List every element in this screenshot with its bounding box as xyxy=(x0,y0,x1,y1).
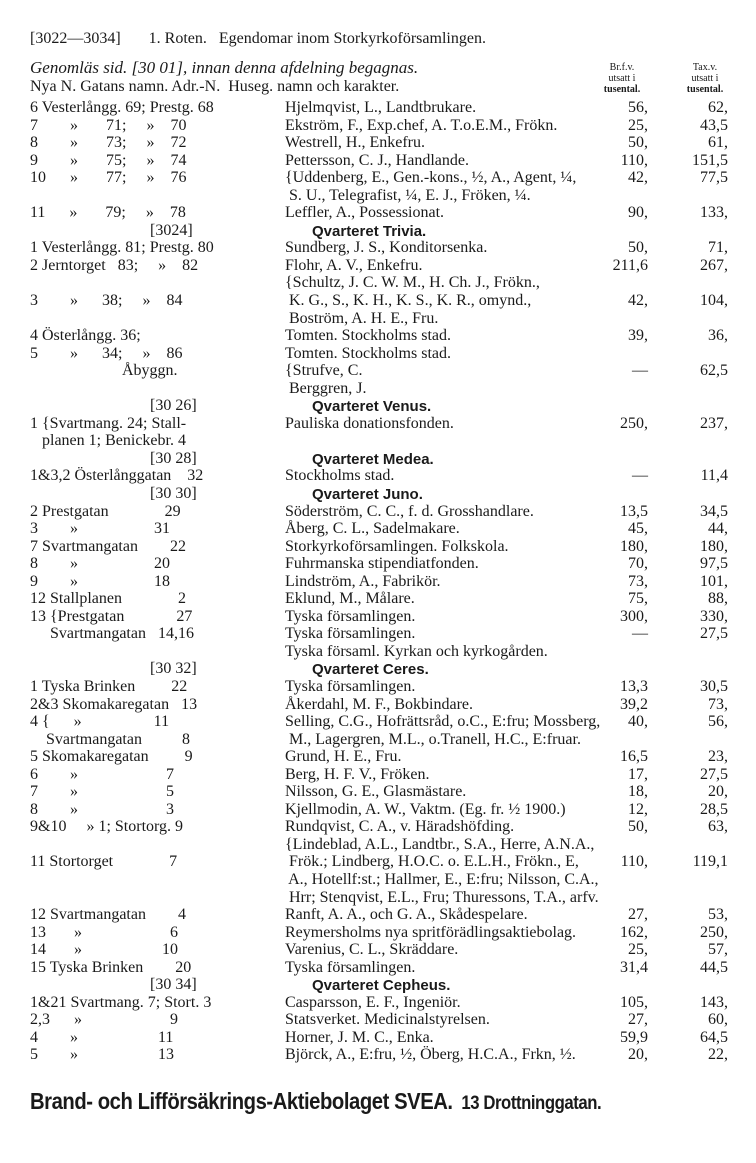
block-number: [30 30] xyxy=(150,485,197,502)
entry-owner: Flohr, A. V., Enkefru. xyxy=(285,257,423,274)
property-entry xyxy=(0,696,756,714)
entry-fire-insurance-value: 300, xyxy=(620,608,648,625)
property-entry xyxy=(0,801,756,819)
entry-owner: Stockholms stad. xyxy=(285,467,395,484)
property-entry xyxy=(0,643,756,661)
entry-tax-value: 28,5 xyxy=(700,801,728,818)
property-entry xyxy=(0,783,756,801)
entry-tax-value: 44, xyxy=(708,520,728,537)
entry-fire-insurance-value: 211,6 xyxy=(612,257,648,274)
entry-owner: M., Lagergren, M.L., o.Tranell, H.C., E:fruar. xyxy=(285,731,581,748)
entry-tax-value: 61, xyxy=(708,134,728,151)
entry-owner: Westrell, H., Enkefru. xyxy=(285,134,425,151)
entry-fire-insurance-value: 110, xyxy=(620,853,648,870)
entry-fire-insurance-value: 162, xyxy=(620,924,648,941)
entry-address: 9 » 18 xyxy=(30,573,170,590)
entry-address: 4 » 11 xyxy=(30,1029,174,1046)
property-entry xyxy=(0,345,756,363)
property-entry xyxy=(0,520,756,538)
entry-tax-value: 22, xyxy=(708,1046,728,1063)
property-entry xyxy=(0,818,756,836)
property-entry xyxy=(0,766,756,784)
property-entry xyxy=(0,187,756,205)
entry-address: 1 {Svartmang. 24; Stall- xyxy=(30,415,187,432)
block-number: [30 26] xyxy=(150,397,197,414)
entry-tax-value: 104, xyxy=(700,292,728,309)
entry-tax-value: 34,5 xyxy=(700,503,728,520)
property-entry xyxy=(0,292,756,310)
property-entry xyxy=(0,467,756,485)
entry-tax-value: 57, xyxy=(708,941,728,958)
property-entry xyxy=(0,503,756,521)
property-entry xyxy=(0,362,756,380)
property-entry xyxy=(0,836,756,854)
entry-owner: Statsverket. Medicinalstyrelsen. xyxy=(285,1011,490,1028)
entry-fire-insurance-value: 31,4 xyxy=(620,959,648,976)
entry-fire-insurance-value: 27, xyxy=(628,906,648,923)
entry-address: 12 Svartmangatan 4 xyxy=(30,906,186,923)
property-entry xyxy=(0,959,756,977)
block-number: [30 28] xyxy=(150,450,197,467)
entry-tax-value: 330, xyxy=(700,608,728,625)
entry-owner: {Schultz, J. C. W. M., H. Ch. J., Frökn., xyxy=(285,274,540,291)
entry-tax-value: 71, xyxy=(708,239,728,256)
entry-address: 9&10 » 1; Stortorg. 9 xyxy=(30,818,184,835)
advert-address: 13 Drottninggatan. xyxy=(461,1093,602,1114)
entry-address: planen 1; Benickebr. 4 xyxy=(30,432,186,449)
property-entry xyxy=(0,573,756,591)
entry-owner: Selling, C.G., Hofrättsråd, o.C., E:fru; Mossberg, xyxy=(285,713,601,730)
block-title: Qvarteret Ceres. xyxy=(312,661,429,678)
entry-tax-value: 30,5 xyxy=(700,678,728,695)
entry-tax-value: 143, xyxy=(700,994,728,1011)
entry-fire-insurance-value: 180, xyxy=(620,538,648,555)
entry-owner: Rundqvist, C. A., v. Häradshöfding. xyxy=(285,818,515,835)
entry-fire-insurance-value: 39, xyxy=(628,327,648,344)
header-title: Egendomar inom Storkyrkoförsamlingen. xyxy=(218,30,486,47)
advertisement-footer xyxy=(30,1088,601,1115)
block-number: [3024] xyxy=(150,222,193,239)
entry-owner: Fuhrmanska stipendiatfonden. xyxy=(285,555,479,572)
entry-address: 3 » 31 xyxy=(30,520,170,537)
entry-owner: Grund, H. E., Fru. xyxy=(285,748,402,765)
entry-address: 13 {Prestgatan 27 xyxy=(30,608,193,625)
page-header xyxy=(30,30,486,48)
column-address-label: Nya N. Gatans namn. Adr.-N. xyxy=(30,78,221,95)
entry-owner: Björck, A., E:fru, ½, Öberg, H.C.A., Frkn, ½. xyxy=(285,1046,576,1063)
property-entry xyxy=(0,555,756,573)
entry-address: 5 » 13 xyxy=(30,1046,174,1063)
entry-tax-value: 151,5 xyxy=(692,152,728,169)
entry-fire-insurance-value: 27, xyxy=(628,1011,648,1028)
column-brf-header: Br.f.v. utsatt i tusental. xyxy=(603,62,641,95)
property-entry xyxy=(0,432,756,450)
entry-tax-value: 44,5 xyxy=(700,959,728,976)
entry-fire-insurance-value: 110, xyxy=(620,152,648,169)
entry-owner: Åberg, C. L., Sadelmakare. xyxy=(285,520,460,537)
entry-tax-value: 180, xyxy=(700,538,728,555)
entry-owner: {Lindeblad, A.L., Landtbr., S.A., Herre, A.N.A., xyxy=(285,836,595,853)
entry-fire-insurance-value: 50, xyxy=(628,134,648,151)
entry-tax-value: 237, xyxy=(700,415,728,432)
entry-address: 15 Tyska Brinken 20 xyxy=(30,959,192,976)
block-title: Qvarteret Venus. xyxy=(312,398,432,415)
block-title: Qvarteret Trivia. xyxy=(312,223,427,240)
entry-tax-value: 11,4 xyxy=(700,467,728,484)
entry-address: 1 Vesterlångg. 81; Prestg. 80 xyxy=(30,239,214,256)
entry-owner: Varenius, C. L., Skräddare. xyxy=(285,941,459,958)
entry-tax-value: 43,5 xyxy=(700,117,728,134)
entry-tax-value: 53, xyxy=(708,906,728,923)
entry-fire-insurance-value: — xyxy=(632,625,648,642)
entry-address: 2&3 Skomakaregatan 13 xyxy=(30,696,198,713)
entry-fire-insurance-value: 20, xyxy=(628,1046,648,1063)
entry-tax-value: 267, xyxy=(700,257,728,274)
entry-address: 1 Tyska Brinken 22 xyxy=(30,678,188,695)
entry-address: 10 » 77; » 76 xyxy=(30,169,187,186)
entry-address: 6 » 7 xyxy=(30,766,174,783)
property-entry xyxy=(0,924,756,942)
entry-owner: A., Hotellf:st.; Hallmer, E., E:fru; Nilsson, C.A., xyxy=(285,871,599,888)
entry-owner: Berg, H. F. V., Fröken. xyxy=(285,766,430,783)
entry-owner: Kjellmodin, A. W., Vaktm. (Eg. fr. ½ 1900.) xyxy=(285,801,566,818)
property-entry xyxy=(0,152,756,170)
intro-line: Genomläs sid. [30 01], innan denna afdelning begagnas. xyxy=(30,58,419,77)
entry-fire-insurance-value: 17, xyxy=(628,766,648,783)
entry-address: 14 » 10 xyxy=(30,941,178,958)
column-tax-header: Tax.v. utsatt i tusental. xyxy=(686,62,724,95)
entry-address: Svartmangatan 8 xyxy=(30,731,190,748)
entry-tax-value: 73, xyxy=(708,696,728,713)
entry-address: 2 Jerntorget 83; » 82 xyxy=(30,257,199,274)
entry-fire-insurance-value: 39,2 xyxy=(620,696,648,713)
entry-address: 3 » 38; » 84 xyxy=(30,292,183,309)
property-entry xyxy=(0,327,756,345)
property-entry xyxy=(0,853,756,871)
column-labels xyxy=(30,78,399,96)
entry-address: 12 Stallplanen 2 xyxy=(30,590,186,607)
block-title: Qvarteret Medea. xyxy=(312,451,434,468)
entry-fire-insurance-value: 50, xyxy=(628,818,648,835)
property-entry xyxy=(0,625,756,643)
entry-fire-insurance-value: 73, xyxy=(628,573,648,590)
entry-owner: Sundberg, J. S., Konditorsenka. xyxy=(285,239,488,256)
entry-fire-insurance-value: 250, xyxy=(620,415,648,432)
entry-owner: {Uddenberg, E., Gen.-kons., ½, A., Agent, ¼, xyxy=(285,169,577,186)
entry-address: 5 » 34; » 86 xyxy=(30,345,183,362)
entry-address: 4 Österlångg. 36; xyxy=(30,327,141,344)
entry-tax-value: 133, xyxy=(700,204,728,221)
entry-owner: Söderström, C. C., f. d. Grosshandlare. xyxy=(285,503,534,520)
entry-fire-insurance-value: 45, xyxy=(628,520,648,537)
entry-address: 11 » 79; » 78 xyxy=(30,204,186,221)
property-entry xyxy=(0,415,756,433)
entry-address: 2,3 » 9 xyxy=(30,1011,178,1028)
entry-owner: Berggren, J. xyxy=(285,380,367,397)
property-entry xyxy=(0,871,756,889)
entry-owner: Tomten. Stockholms stad. xyxy=(285,345,451,362)
entry-tax-value: 23, xyxy=(708,748,728,765)
entry-tax-value: 119,1 xyxy=(692,853,728,870)
entry-address: 13 » 6 xyxy=(30,924,178,941)
property-entry xyxy=(0,274,756,292)
property-entry xyxy=(0,889,756,907)
entry-owner: Leffler, A., Possessionat. xyxy=(285,204,445,221)
entry-fire-insurance-value: 25, xyxy=(628,941,648,958)
property-entry xyxy=(0,713,756,731)
property-entry xyxy=(0,310,756,328)
entry-owner: Hrr; Stenqvist, E.L., Fru; Thuressons, T.A., arfv. xyxy=(285,889,599,906)
entry-address: 6 Vesterlångg. 69; Prestg. 68 xyxy=(30,99,214,116)
entry-fire-insurance-value: 13,5 xyxy=(620,503,648,520)
entry-tax-value: 97,5 xyxy=(700,555,728,572)
block-range: [3022—3034] xyxy=(30,30,121,47)
entry-tax-value: 60, xyxy=(708,1011,728,1028)
entry-tax-value: 77,5 xyxy=(700,169,728,186)
entry-fire-insurance-value: 56, xyxy=(628,99,648,116)
property-entry xyxy=(0,731,756,749)
property-entry xyxy=(0,117,756,135)
property-entry xyxy=(0,257,756,275)
district: 1. Roten. xyxy=(148,30,207,47)
entry-owner: Ranft, A. A., och G. A., Skådespelare. xyxy=(285,906,528,923)
entry-tax-value: 36, xyxy=(708,327,728,344)
property-entry xyxy=(0,134,756,152)
property-entry xyxy=(0,1029,756,1047)
entry-owner: Lindström, A., Fabrikör. xyxy=(285,573,441,590)
property-entry xyxy=(0,204,756,222)
entry-fire-insurance-value: 90, xyxy=(628,204,648,221)
entry-owner: Storkyrkoförsamlingen. Folkskola. xyxy=(285,538,509,555)
entry-address: 9 » 75; » 74 xyxy=(30,152,187,169)
entry-address: 1&3,2 Österlånggatan 32 xyxy=(30,467,204,484)
entry-owner: S. U., Telegrafist, ¼, E. J., Fröken, ¼. xyxy=(285,187,531,204)
entry-tax-value: 63, xyxy=(708,818,728,835)
entry-owner: Tomten. Stockholms stad. xyxy=(285,327,451,344)
property-entry xyxy=(0,941,756,959)
entry-fire-insurance-value: 25, xyxy=(628,117,648,134)
entry-tax-value: 101, xyxy=(700,573,728,590)
entry-fire-insurance-value: 12, xyxy=(628,801,648,818)
entry-tax-value: 250, xyxy=(700,924,728,941)
entry-owner: Horner, J. M. C., Enka. xyxy=(285,1029,434,1046)
entry-address: 11 Stortorget 7 xyxy=(30,853,178,870)
entry-fire-insurance-value: 40, xyxy=(628,713,648,730)
property-entry xyxy=(0,169,756,187)
property-entry xyxy=(0,590,756,608)
entry-fire-insurance-value: — xyxy=(632,362,648,379)
entry-tax-value: 27,5 xyxy=(700,625,728,642)
block-title: Qvarteret Juno. xyxy=(312,486,423,503)
entry-owner: Tyska församlingen. xyxy=(285,678,416,695)
entry-tax-value: 56, xyxy=(708,713,728,730)
entry-owner: Tyska församlingen. xyxy=(285,959,416,976)
property-entry xyxy=(0,608,756,626)
entry-fire-insurance-value: 42, xyxy=(628,292,648,309)
property-entry xyxy=(0,748,756,766)
entry-owner: Frök.; Lindberg, H.O.C. o. E.L.H., Frökn., E, xyxy=(285,853,579,870)
property-entry xyxy=(0,1011,756,1029)
entry-owner: Reymersholms nya spritförädlingsaktiebolag. xyxy=(285,924,577,941)
block-number: [30 34] xyxy=(150,976,197,993)
entry-fire-insurance-value: — xyxy=(632,467,648,484)
property-entry xyxy=(0,239,756,257)
entry-fire-insurance-value: 13,3 xyxy=(620,678,648,695)
entry-address: Åbyggn. xyxy=(30,362,178,379)
advert-company: Brand- och Lifförsäkrings-Aktiebolaget SVEA. xyxy=(30,1088,453,1114)
entry-fire-insurance-value: 75, xyxy=(628,590,648,607)
entry-owner: Boström, A. H. E., Fru. xyxy=(285,310,439,327)
entry-address: 8 » 73; » 72 xyxy=(30,134,187,151)
entry-address: 2 Prestgatan 29 xyxy=(30,503,181,520)
entry-address: 7 » 71; » 70 xyxy=(30,117,187,134)
block-title: Qvarteret Cepheus. xyxy=(312,977,451,994)
entry-owner: Tyska församl. Kyrkan och kyrkogården. xyxy=(285,643,548,660)
entry-address: 8 » 3 xyxy=(30,801,174,818)
entry-address: 1&21 Svartmang. 7; Stort. 3 xyxy=(30,994,212,1011)
entry-owner: Pettersson, C. J., Handlande. xyxy=(285,152,469,169)
entry-fire-insurance-value: 16,5 xyxy=(620,748,648,765)
entry-owner: K. G., S., K. H., K. S., K. R., omynd., xyxy=(285,292,532,309)
entry-owner: {Strufve, C. xyxy=(285,362,363,379)
entry-address: Svartmangatan 14,16 xyxy=(30,625,194,642)
entry-fire-insurance-value: 50, xyxy=(628,239,648,256)
entry-address: 5 Skomakaregatan 9 xyxy=(30,748,193,765)
entry-address: 4 { » 11 xyxy=(30,713,170,730)
entry-fire-insurance-value: 18, xyxy=(628,783,648,800)
entry-owner: Tyska församlingen. xyxy=(285,608,416,625)
entry-owner: Ekström, F., Exp.chef, A. T.o.E.M., Frökn. xyxy=(285,117,558,134)
entry-owner: Casparsson, E. F., Ingeniör. xyxy=(285,994,461,1011)
entry-owner: Nilsson, G. E., Glasmästare. xyxy=(285,783,467,800)
entry-address: 7 Svartmangatan 22 xyxy=(30,538,186,555)
entry-tax-value: 20, xyxy=(708,783,728,800)
entry-owner: Eklund, M., Målare. xyxy=(285,590,415,607)
property-entry xyxy=(0,380,756,398)
entry-address: 8 » 20 xyxy=(30,555,170,572)
entry-owner: Åkerdahl, M. F., Bokbindare. xyxy=(285,696,474,713)
entry-fire-insurance-value: 59,9 xyxy=(620,1029,648,1046)
entry-tax-value: 27,5 xyxy=(700,766,728,783)
property-entry xyxy=(0,99,756,117)
entry-owner: Tyska församlingen. xyxy=(285,625,416,642)
block-number: [30 32] xyxy=(150,660,197,677)
property-entry xyxy=(0,906,756,924)
entry-fire-insurance-value: 105, xyxy=(620,994,648,1011)
entry-owner: Hjelmqvist, L., Landtbrukare. xyxy=(285,99,477,116)
column-owner-label: Huseg. namn och karakter. xyxy=(228,78,400,95)
entry-tax-value: 64,5 xyxy=(700,1029,728,1046)
entry-address: 7 » 5 xyxy=(30,783,174,800)
entry-owner: Pauliska donationsfonden. xyxy=(285,415,454,432)
property-entry xyxy=(0,994,756,1012)
entry-fire-insurance-value: 70, xyxy=(628,555,648,572)
entry-tax-value: 88, xyxy=(708,590,728,607)
property-entry xyxy=(0,538,756,556)
property-entry xyxy=(0,678,756,696)
entry-fire-insurance-value: 42, xyxy=(628,169,648,186)
entry-tax-value: 62, xyxy=(708,99,728,116)
property-entry xyxy=(0,1046,756,1064)
entry-tax-value: 62,5 xyxy=(700,362,728,379)
